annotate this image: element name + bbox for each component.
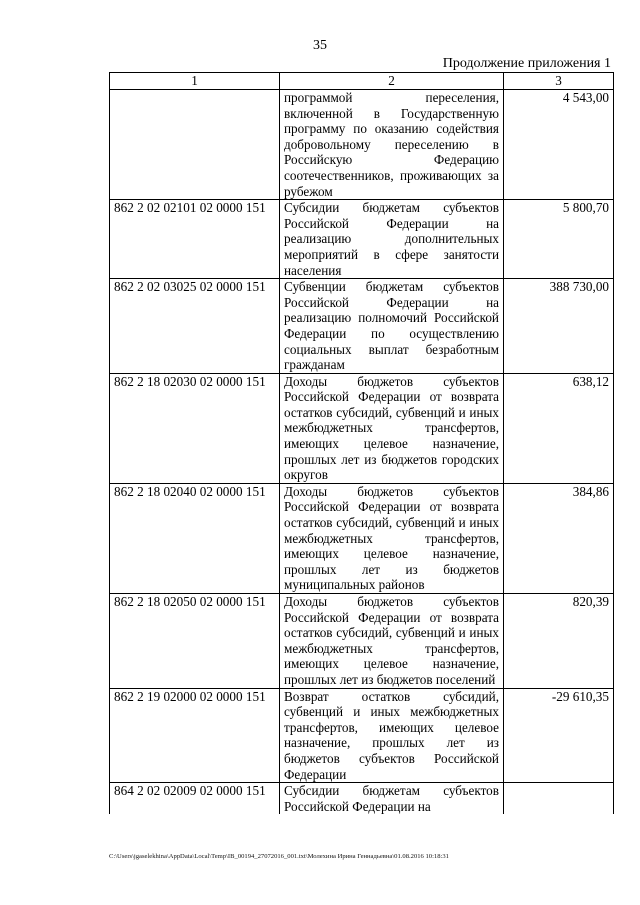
budget-code-cell: 862 2 18 02040 02 0000 151 <box>110 483 280 593</box>
footer-file-path: C:\Users\jgaselekhina\AppData\Local\Temp\IB_00194_27072016_001.txt\Молехина Ирина Геннадьевна\01.08.2016 10:18:31 <box>109 853 449 860</box>
description-cell: Субсидии бюджетам субъектов Российской Федерации на реализацию дополнительных мероприятий в сфере занятости населения <box>280 200 504 279</box>
table-row <box>110 200 614 279</box>
amount-cell <box>504 783 614 815</box>
budget-code-cell: 864 2 02 02009 02 0000 151 <box>110 783 280 815</box>
budget-code-cell: 862 2 02 03025 02 0000 151 <box>110 279 280 374</box>
column-header-description: 2 <box>280 73 504 90</box>
amount-cell: 820,39 <box>504 594 614 689</box>
table-row <box>110 688 614 783</box>
amount-cell: 384,86 <box>504 483 614 593</box>
amount-cell: 5 800,70 <box>504 200 614 279</box>
budget-code-cell <box>110 90 280 200</box>
budget-revenue-table <box>109 72 614 814</box>
column-header-code: 1 <box>110 73 280 90</box>
description-cell: Доходы бюджетов субъектов Российской Федерации от возврата остатков субсидий, субвенций и иных межбюджетных трансфертов, имеющих целевое назначение, прошлых лет из бюджетов муниципальных районов <box>280 483 504 593</box>
amount-cell: -29 610,35 <box>504 688 614 783</box>
description-cell: Возврат остатков субсидий, субвенций и иных межбюджетных трансфертов, имеющих целевое назначение, прошлых лет из бюджетов субъектов Российской Федерации <box>280 688 504 783</box>
appendix-continuation-label: Продолжение приложения 1 <box>442 56 611 71</box>
budget-code-cell: 862 2 02 02101 02 0000 151 <box>110 200 280 279</box>
amount-cell: 388 730,00 <box>504 279 614 374</box>
table-row <box>110 783 614 815</box>
table-row <box>110 483 614 593</box>
table-row <box>110 90 614 200</box>
table-row <box>110 373 614 483</box>
description-cell: Доходы бюджетов субъектов Российской Федерации от возврата остатков субсидий, субвенций и иных межбюджетных трансфертов, имеющих целевое назначение, прошлых лет из бюджетов поселений <box>280 594 504 689</box>
budget-code-cell: 862 2 18 02030 02 0000 151 <box>110 373 280 483</box>
table-row <box>110 279 614 374</box>
description-cell: Субсидии бюджетам субъектов Российской Федерации на <box>280 783 504 815</box>
table-row <box>110 594 614 689</box>
description-cell: Доходы бюджетов субъектов Российской Федерации от возврата остатков субсидий, субвенций и иных межбюджетных трансфертов, имеющих целевое назначение, прошлых лет из бюджетов городских округов <box>280 373 504 483</box>
amount-cell: 638,12 <box>504 373 614 483</box>
budget-code-cell: 862 2 18 02050 02 0000 151 <box>110 594 280 689</box>
description-cell: программой переселения, включенной в Государственную программу по оказанию содействия добровольному переселению в Российскую Федерацию соотечественников, проживающих за рубежом <box>280 90 504 200</box>
amount-cell: 4 543,00 <box>504 90 614 200</box>
page-number: 35 <box>313 38 327 53</box>
column-header-amount: 3 <box>504 73 614 90</box>
budget-code-cell: 862 2 19 02000 02 0000 151 <box>110 688 280 783</box>
table-header-row <box>110 73 614 90</box>
description-cell: Субвенции бюджетам субъектов Российской Федерации на реализацию полномочий Российской Федерации по осуществлению социальных выплат безработным гражданам <box>280 279 504 374</box>
